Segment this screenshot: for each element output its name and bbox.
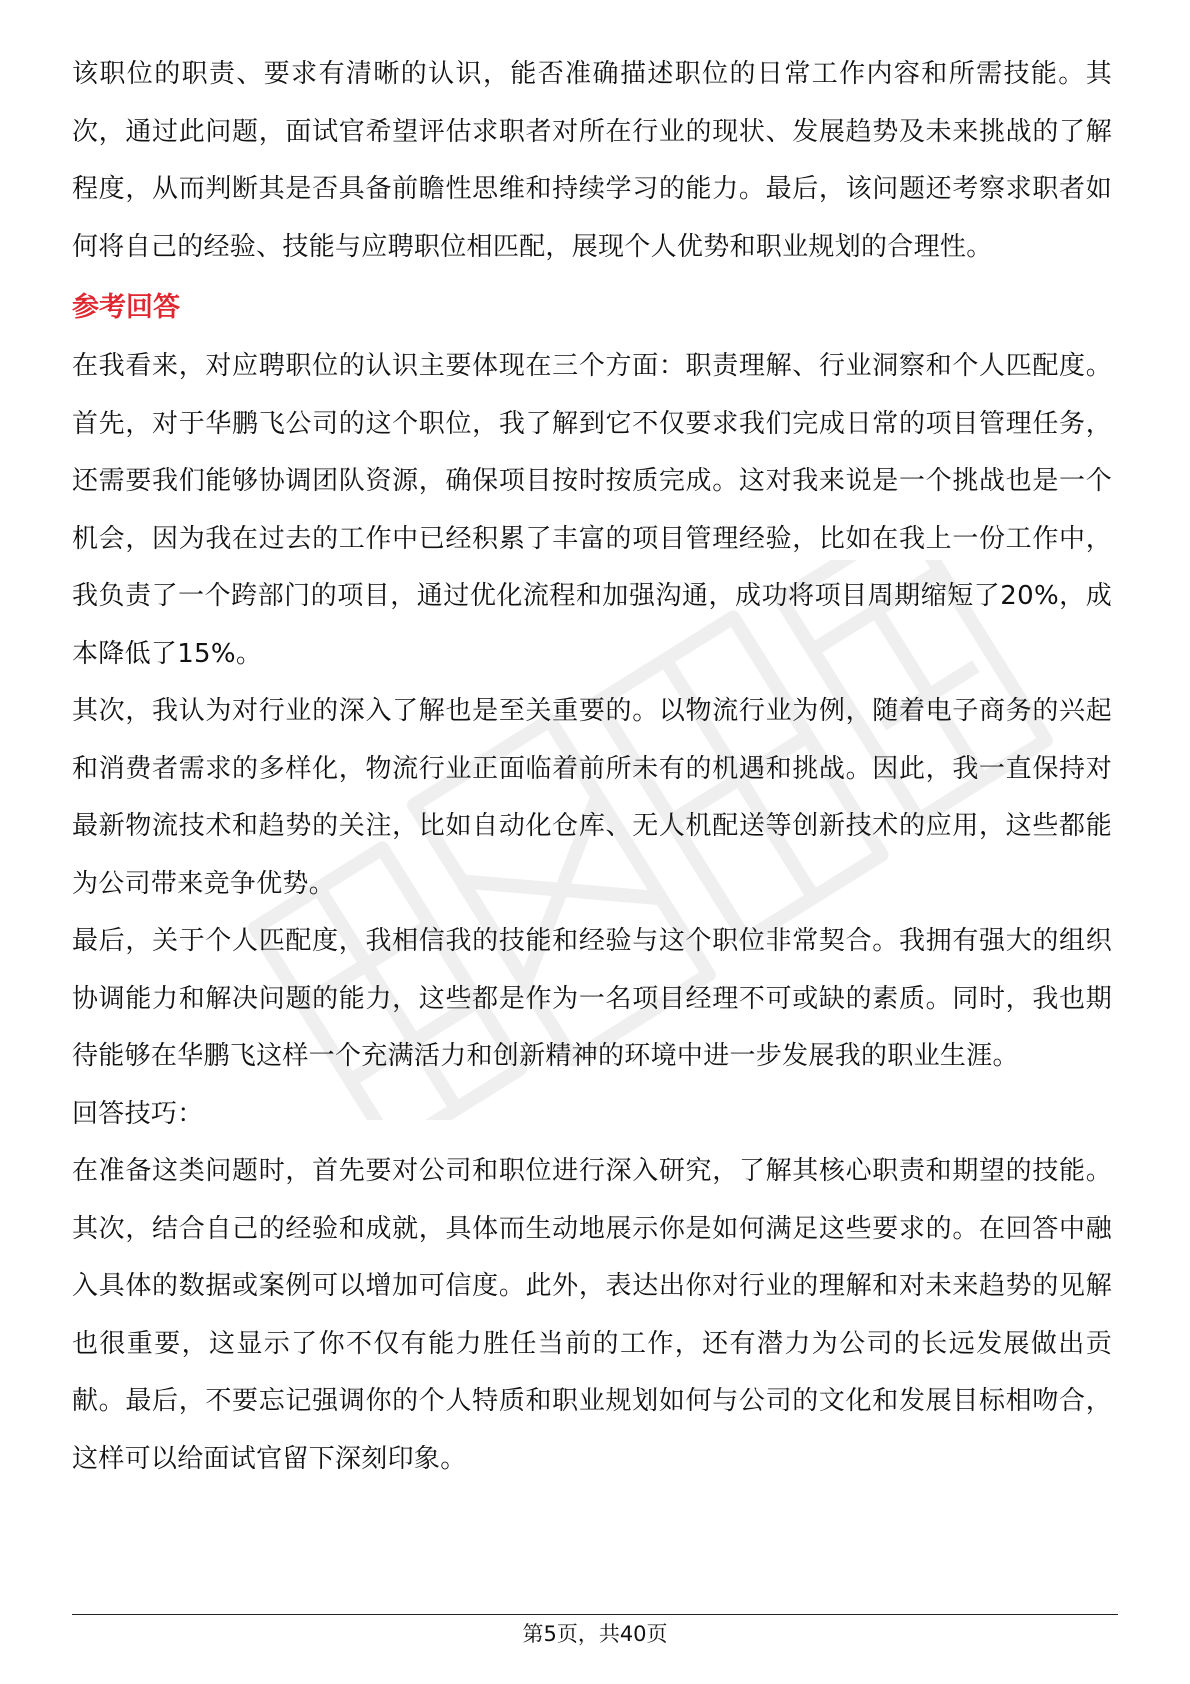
footer-divider bbox=[72, 1614, 1118, 1615]
reference-answer-heading: 参考回答 bbox=[72, 292, 180, 323]
document-body bbox=[72, 46, 1112, 1488]
answer-paragraph-3: 最后，关于个人匹配度，我相信我的技能和经验与这个职位非常契合。我拥有强大的组织协调能力和解决问题的能力，这些都是作为一名项目经理不可或缺的素质。同时，我也期待能够在华鹏飞这样一个充满活力和创新精神的环境中进一步发展我的职业生涯。 bbox=[72, 926, 1112, 1071]
tips-heading: 回答技巧： bbox=[72, 1098, 204, 1129]
answer-paragraph-2: 其次，我认为对行业的深入了解也是至关重要的。以物流行业为例，随着电子商务的兴起和消费者需求的多样化，物流行业正面临着前所未有的机遇和挑战。因此，我一直保持对最新物流技术和趋势的关注，比如自动化仓库、无人机配送等创新技术的应用，这些都能为公司带来竞争优势。 bbox=[72, 696, 1112, 899]
intro-paragraph: 该职位的职责、要求有清晰的认识，能否准确描述职位的日常工作内容和所需技能。其次，通过此问题，面试官希望评估求职者对所在行业的现状、发展趋势及未来挑战的了解程度，从而判断其是否具备前瞻性思维和持续学习的能力。最后，该问题还考察求职者如何将自己的经验、技能与应聘职位相匹配，展现个人优势和职业规划的合理性。 bbox=[72, 59, 1112, 262]
page-number: 第5页，共40页 bbox=[522, 1622, 668, 1646]
answer-paragraph-1: 在我看来，对应聘职位的认识主要体现在三个方面：职责理解、行业洞察和个人匹配度。首先，对于华鹏飞公司的这个职位，我了解到它不仅要求我们完成日常的项目管理任务，还需要我们能够协调团队资源，确保项目按时按质完成。这对我来说是一个挑战也是一个机会，因为我在过去的工作中已经积累了丰富的项目管理经验，比如在我上一份工作中，我负责了一个跨部门的项目，通过优化流程和加强沟通，成功将项目周期缩短了20%，成本降低了15%。 bbox=[72, 351, 1112, 669]
tips-paragraph: 在准备这类问题时，首先要对公司和职位进行深入研究，了解其核心职责和期望的技能。其次，结合自己的经验和成就，具体而生动地展示你是如何满足这些要求的。在回答中融入具体的数据或案例可以增加可信度。此外，表达出你对行业的理解和对未来趋势的见解也很重要，这显示了你不仅有能力胜任当前的工作，还有潜力为公司的长远发展做出贡献。最后，不要忘记强调你的个人特质和职业规划如何与公司的文化和发展目标相吻合，这样可以给面试官留下深刻印象。 bbox=[72, 1156, 1112, 1474]
